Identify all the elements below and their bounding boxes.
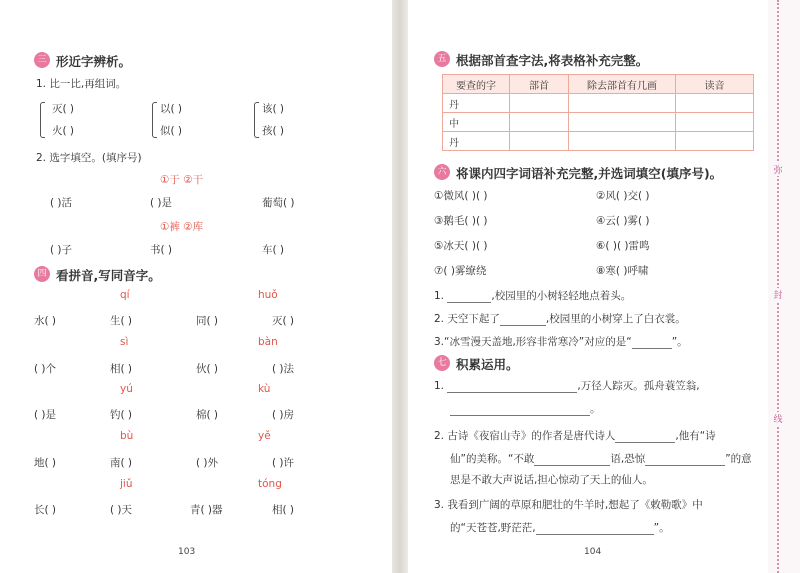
radical-lookup-table: [442, 74, 754, 151]
answer-cell[interactable]: [569, 132, 676, 151]
idiom-item[interactable]: ①微风( )( ): [434, 190, 488, 202]
margin-label: 封: [770, 288, 786, 301]
fill-item[interactable]: 水( ): [34, 315, 57, 327]
answer-blank[interactable]: [447, 380, 577, 393]
sentence-text: ”的意: [725, 453, 752, 465]
sentence-text: ,他有“诗: [675, 430, 716, 442]
section-badge: 六: [434, 164, 450, 180]
section-title: 根据部首查字法,将表格补充完整。: [456, 53, 649, 68]
idiom-item[interactable]: ②风( )交( ): [596, 190, 650, 202]
section-badge: 五: [434, 51, 450, 67]
answer-blank[interactable]: [645, 453, 725, 466]
pinyin: bù: [120, 430, 134, 442]
sentence-text: 。: [590, 403, 601, 415]
table-cell: 中: [443, 113, 510, 132]
section-title: 积累运用。: [456, 357, 519, 372]
pinyin: kù: [258, 383, 271, 395]
margin-label: 线: [770, 412, 786, 425]
fill-item[interactable]: ( )房: [272, 409, 295, 421]
fill-item[interactable]: ( )许: [272, 457, 295, 469]
answer-cell[interactable]: [676, 94, 754, 113]
fill-item[interactable]: 南( ): [110, 457, 133, 469]
sentence-text: ”。: [653, 522, 670, 534]
idiom-item[interactable]: ⑧寒( )呼啸: [596, 265, 649, 277]
answer-cell[interactable]: [569, 113, 676, 132]
sentence-text: ,校园里的小树穿上了白衣裳。: [545, 313, 686, 325]
fill-item[interactable]: 车( ): [262, 244, 285, 256]
sentence-text: 语,恐惊: [610, 453, 646, 465]
sentence-question: [450, 520, 670, 535]
pinyin: qí: [120, 289, 130, 301]
seal-margin: [768, 0, 800, 573]
table-row: [443, 94, 754, 113]
book-gutter: [392, 0, 408, 573]
fill-item[interactable]: 葡萄( ): [262, 197, 295, 209]
sentence-text: 思是不敢大声说话,担心惊动了天上的仙人。: [450, 474, 653, 486]
pinyin: sì: [120, 336, 129, 348]
section-badge: 三: [34, 52, 50, 68]
section-title: 形近字辨析。: [56, 54, 132, 69]
sentence-question: [450, 401, 601, 416]
brace: [152, 102, 157, 138]
section-title: 看拼音,写同音字。: [56, 268, 161, 283]
sentence-text: ,校园里的小树轻轻地点着头。: [491, 290, 632, 302]
fill-item[interactable]: ( )活: [50, 197, 73, 209]
choice-options: ①于 ②干: [160, 174, 204, 186]
fill-item[interactable]: 伙( ): [196, 363, 219, 375]
fill-item[interactable]: ( )是: [150, 197, 173, 209]
fill-item[interactable]: ( )天: [110, 504, 133, 516]
pinyin: jiǔ: [120, 478, 133, 490]
idiom-item[interactable]: ④云( )雾( ): [596, 215, 650, 227]
sentence-text: 2. 古诗《夜宿山寺》的作者是唐代诗人: [434, 430, 616, 442]
fill-item[interactable]: 长( ): [34, 504, 57, 516]
fill-item[interactable]: 书( ): [150, 244, 173, 256]
fill-item[interactable]: 地( ): [34, 457, 57, 469]
question-number: 1.: [434, 290, 445, 302]
sentence-question: [434, 288, 631, 303]
table-cell: 丹: [443, 94, 510, 113]
section-title: 将课内四字词语补充完整,并选词填空(填序号)。: [456, 166, 723, 181]
word-item[interactable]: 孩( ): [262, 125, 285, 137]
page-number: 104: [584, 547, 602, 557]
sentence-question: [434, 378, 700, 393]
sentence-text: ,万径人踪灭。孤舟蓑笠翁,: [577, 380, 700, 392]
question-label: 2. 选字填空。(填序号): [36, 152, 142, 164]
table-row: [443, 132, 754, 151]
sentence-text: 3. 我看到广阔的草原和肥壮的牛羊时,想起了《敕勒歌》中: [434, 499, 703, 511]
fill-item[interactable]: ( )外: [196, 457, 219, 469]
fill-item[interactable]: ( )子: [50, 244, 73, 256]
brace: [254, 102, 259, 138]
fill-item[interactable]: 青( )器: [190, 504, 223, 516]
sentence-text: 仙”的美称。“不敢: [450, 453, 535, 465]
question-number: 1.: [434, 380, 445, 392]
word-item[interactable]: 以( ): [160, 103, 183, 115]
word-item[interactable]: 火( ): [52, 125, 75, 137]
answer-blank[interactable]: [447, 290, 491, 303]
section-badge: 四: [34, 266, 50, 282]
pinyin: huǒ: [258, 289, 278, 301]
answer-blank[interactable]: [450, 403, 590, 416]
answer-cell[interactable]: [510, 94, 569, 113]
idiom-item[interactable]: ⑤冰天( )( ): [434, 240, 488, 252]
answer-cell[interactable]: [569, 94, 676, 113]
answer-cell[interactable]: [510, 132, 569, 151]
fill-item[interactable]: ( )是: [34, 409, 57, 421]
fill-item[interactable]: 生( ): [110, 315, 133, 327]
fill-item[interactable]: 相( ): [110, 363, 133, 375]
sentence-text: 的“天苍苍,野茫茫,: [450, 522, 536, 534]
fill-item[interactable]: ( )个: [34, 363, 57, 375]
word-item[interactable]: 该( ): [262, 103, 285, 115]
sentence-question: [434, 428, 716, 443]
seal-line: [777, 0, 779, 573]
table-cell: 丹: [443, 132, 510, 151]
page-number: 103: [178, 547, 196, 557]
pinyin: bàn: [258, 336, 278, 348]
idiom-item[interactable]: ③鹅毛( )( ): [434, 215, 488, 227]
answer-blank[interactable]: [615, 430, 675, 443]
brace: [40, 102, 45, 138]
fill-item[interactable]: 灭( ): [272, 315, 295, 327]
fill-item[interactable]: 棉( ): [196, 409, 219, 421]
sentence-question: [434, 311, 686, 326]
margin-label: 弥: [770, 163, 786, 176]
answer-cell[interactable]: [676, 132, 754, 151]
idiom-item[interactable]: ⑥( )( )雷鸣: [596, 240, 650, 252]
fill-item[interactable]: ( )法: [272, 363, 295, 375]
choice-options: ①裤 ②库: [160, 221, 204, 233]
pinyin: yú: [120, 383, 133, 395]
table-header: 读音: [676, 75, 754, 94]
word-item[interactable]: 灭( ): [52, 103, 75, 115]
table-header: 要查的字: [443, 75, 510, 94]
pinyin: tóng: [258, 478, 282, 490]
answer-blank[interactable]: [536, 522, 654, 535]
sentence-text: 3.“冰雪漫天盖地,形容非常寒冷”对应的是“: [434, 336, 632, 348]
table-header: 部首: [510, 75, 569, 94]
pinyin: yě: [258, 430, 271, 442]
answer-blank[interactable]: [632, 336, 672, 349]
sentence-text: ”。: [671, 336, 688, 348]
answer-blank[interactable]: [500, 313, 546, 326]
word-item[interactable]: 似( ): [160, 125, 183, 137]
fill-item[interactable]: 钓( ): [110, 409, 133, 421]
fill-item[interactable]: 相( ): [272, 504, 295, 516]
sentence-question: [450, 451, 752, 466]
answer-cell[interactable]: [510, 113, 569, 132]
question-label: 1. 比一比,再组词。: [36, 78, 127, 90]
table-header: 除去部首有几画: [569, 75, 676, 94]
section-badge: 七: [434, 355, 450, 371]
answer-blank[interactable]: [534, 453, 610, 466]
sentence-text: 2. 天空下起了: [434, 313, 500, 325]
table-row: [443, 113, 754, 132]
answer-cell[interactable]: [676, 113, 754, 132]
fill-item[interactable]: 同( ): [196, 315, 219, 327]
sentence-question: [434, 334, 688, 349]
idiom-item[interactable]: ⑦( )雾缭绕: [434, 265, 487, 277]
sentence-question: [434, 497, 703, 512]
